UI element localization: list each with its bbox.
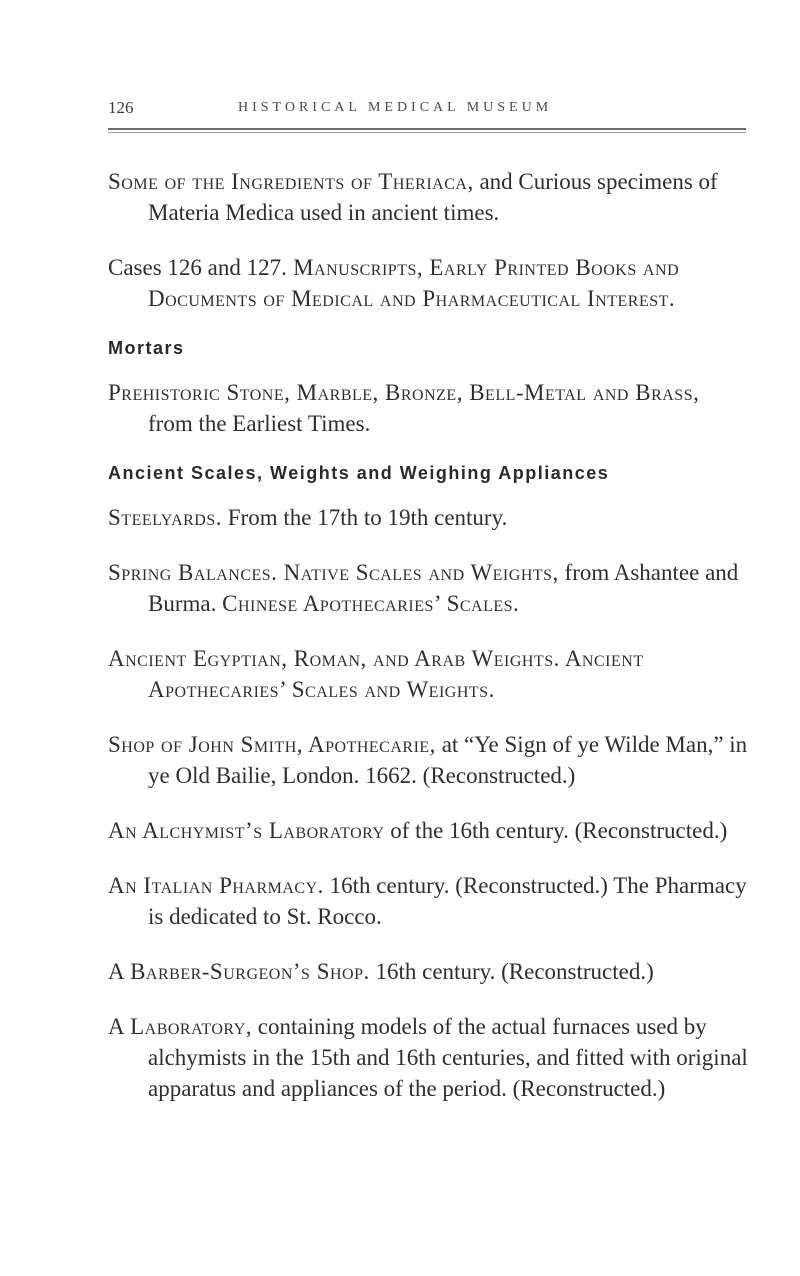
section-heading-scales: Ancient Scales, Weights and Weighing Appliances: [108, 463, 610, 483]
entry-text: containing models of the actual furnaces used by alchymists in the 15th and 16th centuries, and fitted with original apparatus and appliances of the period. (Reconstructed.): [148, 1014, 748, 1101]
entry-text: and Curious specimens of Materia Medica used in ancient times.: [148, 169, 718, 225]
entry-italian-pharmacy: [108, 870, 748, 932]
entry-cases: [108, 252, 748, 314]
entry-text: at “Ye Sign of ye Wilde Man,” in ye Old Bailie, London. 1662. (Reconstructed.): [148, 732, 748, 788]
entry-lead: Some of the Ingredients of Theriaca,: [108, 169, 474, 194]
entry-tail: Chinese Apothecaries’ Scales.: [222, 591, 520, 616]
page-number: 126: [108, 98, 134, 117]
entry-laboratory: [108, 1011, 748, 1104]
entry-lead: An Alchymist’s Laboratory: [108, 818, 385, 843]
entry-text: From the 17th to 19th century.: [222, 505, 508, 530]
entry-lead: Prehistoric Stone, Marble, Bronze, Bell-Metal and Brass,: [108, 380, 700, 405]
entry-text: of the 16th century. (Reconstructed.): [384, 818, 728, 843]
running-title: HISTORICAL MEDICAL MUSEUM: [238, 100, 553, 115]
entry-ancient-weights: [108, 643, 748, 705]
section-heading-mortars: Mortars: [108, 338, 185, 358]
entry-lead: Ancient Egyptian, Roman, and Arab Weights. Ancient Apothecaries’ Scales and Weights.: [108, 646, 644, 702]
entry-text: Manuscripts, Early Printed Books and Documents of Medical and Pharmaceutical Interest.: [148, 255, 680, 311]
entry-text: from Ashantee and Burma.: [148, 560, 739, 616]
entry-spring-balances: [108, 557, 748, 619]
entry-text: from the Earliest Times.: [148, 411, 371, 436]
entry-text: 16th century. (Reconstructed.): [369, 959, 654, 984]
entry-mortars: [108, 377, 748, 439]
entry-lead: An Italian Pharmacy.: [108, 873, 324, 898]
running-header: [108, 98, 748, 128]
header-rule-thin: [108, 132, 746, 133]
entry-lead: Cases 126 and 127.: [108, 255, 287, 280]
entry-steelyards: [108, 502, 748, 533]
entry-lead: A Laboratory,: [108, 1014, 253, 1039]
entry-alchymist-laboratory: [108, 815, 748, 846]
header-rule: [108, 128, 746, 130]
entry-theriaca: [108, 166, 748, 228]
entry-lead: Spring Balances. Native Scales and Weights,: [108, 560, 559, 585]
entry-barber-surgeon: [108, 956, 748, 987]
entry-shop-john-smith: [108, 729, 748, 791]
entry-lead: Shop of John Smith, Apothecarie,: [108, 732, 436, 757]
entry-lead: A Barber-Surgeon’s Shop.: [108, 959, 370, 984]
page-content: [108, 166, 748, 1128]
entry-lead: Steelyards.: [108, 505, 222, 530]
entry-text: 16th century. (Reconstructed.) The Pharmacy is dedicated to St. Rocco.: [148, 873, 747, 929]
